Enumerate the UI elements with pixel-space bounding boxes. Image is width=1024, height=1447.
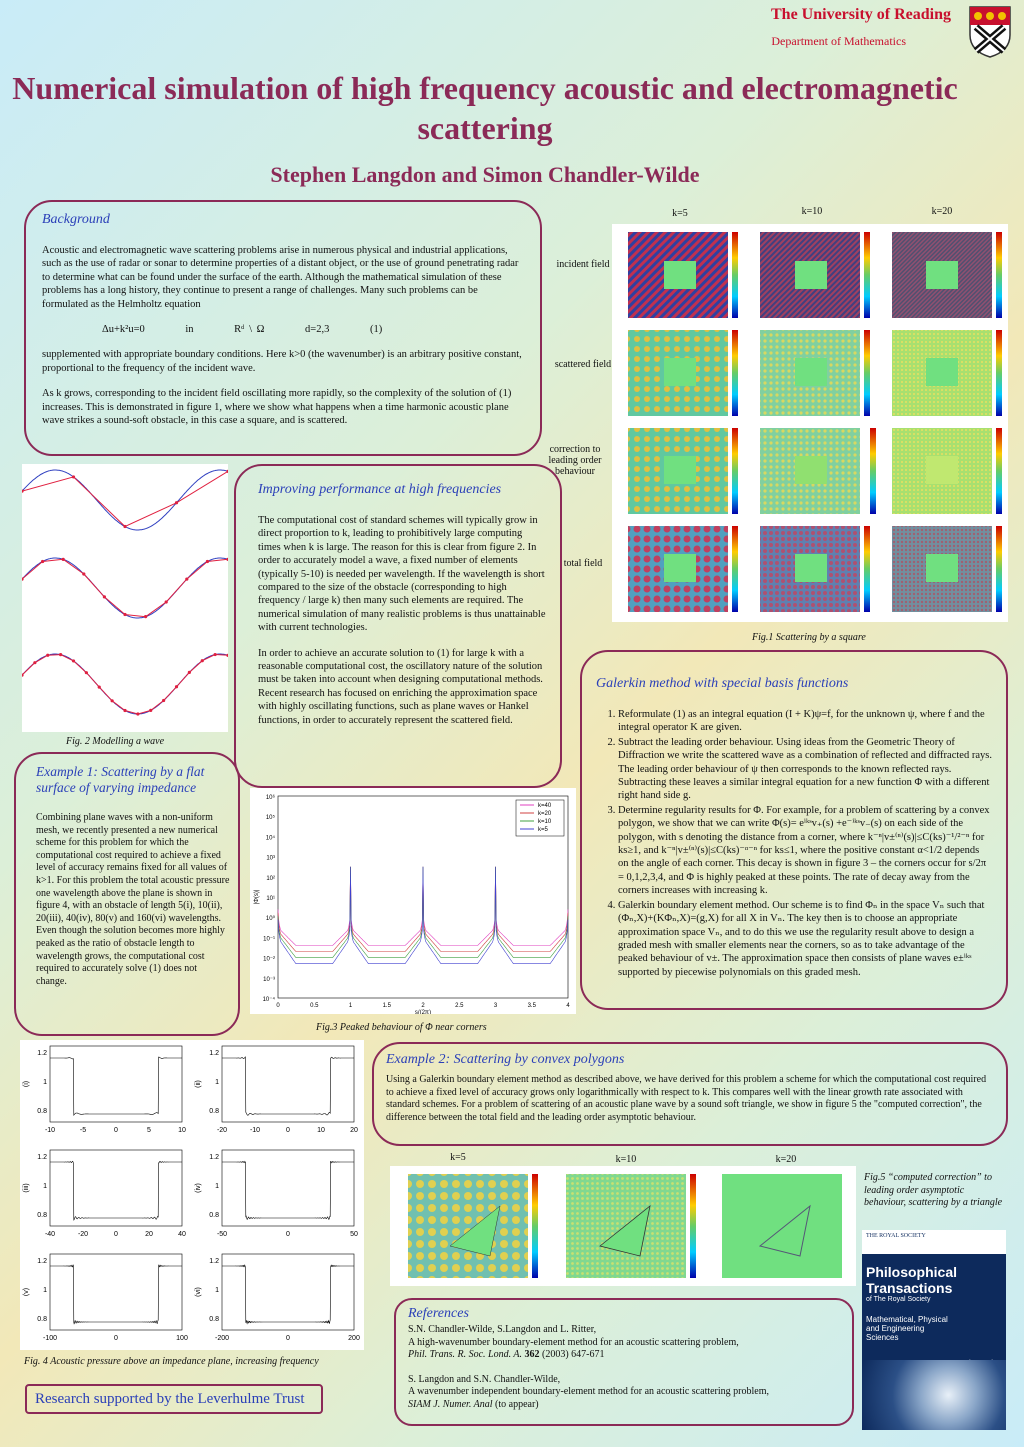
- equation-term: (1): [369, 324, 383, 336]
- reference-line: A wavenumber independent boundary-element method for an acoustic scattering problem,: [408, 1386, 769, 1398]
- x-tick-label: 0: [276, 1003, 280, 1009]
- y-tick-label: 10⁵: [265, 815, 275, 822]
- helmholtz-equation: [42, 323, 526, 336]
- y-tick-label: 1: [215, 1286, 219, 1294]
- y-tick-label: 0.8: [37, 1211, 47, 1219]
- y-tick-label: 1.2: [37, 1258, 47, 1265]
- department-name: Department of Mathematics: [771, 34, 906, 48]
- equation-term: Rᵈ \ Ω: [234, 324, 265, 336]
- fig1-panel-grid: [612, 224, 1008, 622]
- reference-citation: SIAM J. Numer. Anal (to appear): [408, 1398, 539, 1410]
- fig5-label: k=5: [450, 1152, 466, 1163]
- references-section: [394, 1298, 854, 1426]
- x-tick-label: -5: [79, 1127, 87, 1134]
- x-tick-label: 5: [147, 1127, 151, 1134]
- x-tick-label: 3: [493, 1003, 498, 1009]
- y-tick-label: 1.2: [209, 1258, 219, 1265]
- hurricane-image: [862, 1360, 1006, 1430]
- improving-paragraph: In order to achieve an accurate solution to (1) for large k with a reasonable computational cost, the oscillatory nature of the solution must be taken into account when designing computational methods. Recent research has focused on enriching the approximation space with highly oscillating functions, such as plane waves or Hankel functions, in order to accurately represent the scattered field.: [258, 647, 543, 726]
- x-tick-label: 0: [114, 1335, 118, 1342]
- figure-3: [250, 788, 576, 1014]
- x-tick-label: 0: [114, 1231, 118, 1238]
- galerkin-step: 4. Galerkin boundary element method. Our scheme is to find Φₙ in the space Vₙ such that (Φₙ,X)+(KΦₙ,X)=(g,X) for all X in Vₙ. The key then is to choose an appropriate approximation space Vₙ, and to do this we use the regularity result above to design a graded mesh with smaller elements near the corners, so as to take advantage of the peaked behaviour of v±. The approximation space then consists of plane waves e±ⁱᵏˢ supported by piecewise polynomials on this graded mesh.: [618, 899, 992, 979]
- fig1-row-label: incident field: [556, 259, 610, 270]
- panel-frame: [222, 1150, 354, 1226]
- improving-paragraph: The computational cost of standard schemes will typically grow in direct proportion to k, leading to prohibitively large computing times when k is large. The reason for this is clear from figure 2. In order to accurately model a wave, a fixed number of elements (typically 5-10) is needed per wavelength. If the wavelength is short compared to the size of the obstacle (corresponding to high frequency / large k) then many such elements are required. The numerical simulation of many realistic problems is thus unattainable with current technologies.: [258, 515, 546, 634]
- x-tick-label: 50: [350, 1231, 358, 1238]
- y-tick-label: 0.8: [37, 1315, 47, 1323]
- panel-label: (iv): [195, 1183, 202, 1193]
- y-tick-label: 10⁻²: [263, 956, 275, 963]
- poster-authors: Stephen Langdon and Simon Chandler-Wilde: [270, 162, 700, 187]
- x-tick-label: 4: [566, 1003, 570, 1009]
- y-tick-label: 0.8: [37, 1107, 47, 1115]
- fig1-row-label: total field: [563, 558, 603, 569]
- funding-note: Research supported by the Leverhulme Trust: [25, 1384, 323, 1414]
- x-tick-label: -20: [77, 1231, 89, 1238]
- equation-term: d=2,3: [305, 324, 330, 336]
- fig1-col-label: k=10: [801, 206, 823, 217]
- linear-approximation: [22, 471, 228, 526]
- y-tick-label: 1.2: [37, 1050, 47, 1057]
- background-paragraph: As k grows, corresponding to the incident field oscillating more rapidly, so the complexity of the solution of (1) increases. This is demonstrated in figure 1, where we show what happens when a time harmonic acoustic plane wave strikes a sound-soft obstacle, in this case a square, and is scattered.: [42, 388, 512, 427]
- panel-label: (i): [23, 1080, 30, 1088]
- journal-subtitle: of The Royal Society: [866, 1296, 931, 1303]
- journal-title: Transactions: [866, 1280, 953, 1296]
- journal-title: Philosophical: [866, 1264, 958, 1280]
- fig5-label: k=20: [775, 1154, 797, 1165]
- background-heading: Background: [42, 212, 110, 227]
- x-tick-label: 0.5: [310, 1003, 319, 1009]
- example2-section: [372, 1042, 1008, 1146]
- fig2-caption: Fig. 2 Modelling a wave: [66, 736, 165, 747]
- galerkin-steps: [596, 708, 992, 979]
- fig4-caption: Fig. 4 Acoustic pressure above an impedance plane, increasing frequency: [24, 1356, 319, 1367]
- x-axis-label: s/(2π): [414, 1010, 432, 1014]
- galerkin-section: [580, 650, 1008, 1010]
- y-tick-label: 10⁻³: [263, 976, 275, 983]
- background-paragraph: Acoustic and electromagnetic wave scattering problems arise in numerous physical and industrial applications, such as the use of radar or sonar to determine properties of a distant object, or the use of ground penetrating radar to determine what can be found under the surface of the earth. Although the mathematical simulation of these problems has a long history, they continue to present a range of challenges. Many such problems can be formulated as the Helmholtz equation: [42, 245, 519, 310]
- triangle-correction-image: [390, 1166, 856, 1286]
- y-tick-label: 10²: [266, 875, 275, 882]
- galerkin-step: 2. Subtract the leading order behaviour. Using ideas from the Geometric Theory of Diffraction we write the scattered wave as a combination of reflected and diffracted rays. The leading order behaviour of ψ then corresponds to the known reflected rays. Subtracting these leaves a similar integral equation for a new function Φ with a different right hand side g.: [618, 736, 992, 803]
- sine-curve: [22, 654, 228, 714]
- legend-label: k=20: [538, 811, 552, 817]
- y-axis-label: |Φ(s)|: [254, 889, 260, 905]
- background-section: [24, 200, 542, 456]
- x-tick-label: 0: [114, 1127, 118, 1134]
- x-tick-label: 100: [176, 1335, 188, 1342]
- y-tick-label: 10⁻⁴: [262, 997, 275, 1003]
- x-tick-label: 1.5: [382, 1003, 391, 1009]
- x-tick-label: 0: [286, 1335, 290, 1342]
- wave-model-plot: [22, 464, 228, 732]
- panel-frame: [222, 1254, 354, 1330]
- reference-citation: Phil. Trans. R. Soc. Lond. A. 362 (2003) 647-671: [408, 1349, 605, 1361]
- x-tick-label: 40: [178, 1231, 186, 1238]
- fig1-row-label: scattered field: [554, 359, 612, 370]
- equation-term: in: [185, 324, 194, 336]
- fig3-caption: Fig.3 Peaked behaviour of Φ near corners: [316, 1022, 487, 1033]
- panel-label: (v): [23, 1287, 30, 1297]
- y-tick-label: 1: [43, 1286, 47, 1294]
- fig1-caption: Fig.1 Scattering by a square: [752, 632, 866, 643]
- sine-curve: [22, 470, 228, 530]
- fig1-col-label: k=20: [931, 206, 953, 217]
- y-tick-label: 0.8: [209, 1107, 219, 1115]
- legend-label: k=5: [538, 827, 548, 833]
- y-tick-label: 10⁰: [265, 916, 275, 923]
- x-tick-label: 200: [348, 1335, 360, 1342]
- sine-curve: [22, 558, 228, 618]
- example1-heading: Example 1: Scattering by a flat surface of varying impedance: [36, 764, 205, 795]
- university-crest-icon: [968, 5, 1012, 59]
- journal-cover-image: [862, 1230, 1006, 1430]
- y-tick-label: 0.8: [209, 1315, 219, 1323]
- x-tick-label: 20: [145, 1231, 153, 1238]
- figure-4: [20, 1040, 364, 1350]
- x-tick-label: -10: [249, 1127, 261, 1134]
- panel-label: (ii): [195, 1080, 202, 1088]
- figure-2: [22, 464, 228, 732]
- x-tick-label: 10: [178, 1127, 186, 1134]
- y-tick-label: 0.8: [209, 1211, 219, 1219]
- figure-5: [390, 1166, 856, 1286]
- x-tick-label: -200: [214, 1335, 230, 1342]
- x-tick-label: 0: [286, 1127, 290, 1134]
- example2-text: Using a Galerkin boundary element method as described above, we have derived for this problem a scheme for which the computational cost required to achieve a fixed level of accuracy grows only logarithmically with respect to k. This compares well with the linear growth rate associated with standard schemes. For a problem of scattering of an acoustic plane wave by a sound soft triangle, we show in figure 5 the "computed correction", the difference between the total field and the leading order asymptotic behaviour.: [386, 1074, 987, 1123]
- y-tick-label: 1: [215, 1182, 219, 1190]
- equation-term: Δu+k²u=0: [102, 324, 145, 336]
- example2-heading: Example 2: Scattering by convex polygons: [386, 1052, 625, 1067]
- improving-section: [234, 464, 562, 788]
- y-tick-label: 1.2: [209, 1154, 219, 1161]
- panel-label: (iii): [23, 1183, 30, 1193]
- reference-line: A high-wavenumber boundary-element method for an acoustic scattering problem,: [408, 1336, 739, 1348]
- x-tick-label: 2.5: [455, 1003, 464, 1009]
- legend-label: k=40: [538, 803, 552, 809]
- y-tick-label: 10⁴: [265, 835, 275, 842]
- background-paragraph: supplemented with appropriate boundary conditions. Here k>0 (the wavenumber) is an arbitrary positive constant, proportional to the frequency of the incident wave.: [42, 349, 522, 374]
- example1-text: Combining plane waves with a non-uniform mesh, we recently presented a new numerical scheme for this problem for which the computational cost required to achieve a fixed level of accuracy remains fixed for all values of k>1. For this problem the total acoustic pressure one wavelength above the plane is shown in figure 4, with an obstacle of length 5(i), 10(ii), 20(iii), 40(iv), 80(v) and 160(vi) wavelengths.: [36, 812, 230, 924]
- panel-label: (vi): [195, 1287, 202, 1297]
- panel-frame: [50, 1254, 182, 1330]
- university-name: The University of Reading: [771, 6, 951, 23]
- fig5-caption: Fig.5 “computed correction” to leading order asymptotic behaviour, scattering by a triangle: [864, 1172, 1003, 1209]
- y-tick-label: 1.2: [37, 1154, 47, 1161]
- example1-section: [14, 752, 240, 1036]
- y-tick-label: 1: [43, 1078, 47, 1086]
- x-tick-label: -10: [44, 1127, 56, 1134]
- scattering-plots-image: [612, 224, 1008, 622]
- y-tick-label: 10⁻¹: [263, 936, 275, 943]
- x-tick-label: 1: [348, 1003, 353, 1009]
- galerkin-heading: Galerkin method with special basis functions: [596, 676, 849, 691]
- impedance-pressure-plots: [20, 1040, 364, 1350]
- corner-peak-chart: [250, 788, 576, 1014]
- linear-approximation: [22, 655, 228, 715]
- galerkin-step: 1. Reformulate (1) as an integral equation (I + K)ψ=f, for the unknown ψ, where f and the integral operator K are given.: [618, 708, 992, 735]
- reference-line: S.N. Chandler-Wilde, S.Langdon and L. Ritter,: [408, 1324, 597, 1335]
- x-tick-label: -40: [44, 1231, 56, 1238]
- y-tick-label: 1.2: [209, 1050, 219, 1057]
- fig1-col-label: k=5: [672, 208, 688, 219]
- x-tick-label: -50: [216, 1231, 228, 1238]
- y-tick-label: 1: [215, 1078, 219, 1086]
- references-heading: References: [408, 1306, 469, 1321]
- x-tick-label: 10: [317, 1127, 325, 1134]
- journal-publisher: THE ROYAL SOCIETY: [862, 1230, 1006, 1254]
- x-tick-label: 3.5: [527, 1003, 536, 1009]
- x-tick-label: 20: [350, 1127, 358, 1134]
- y-tick-label: 10⁶: [265, 795, 275, 801]
- x-tick-label: 0: [286, 1231, 290, 1238]
- example1-text: Even though the solution becomes more highly peaked as the ratio of obstacle length to wavelength grows, the computational cost required to accurately solve (1) does not change.: [36, 925, 225, 987]
- fig1-row-label: correction to leading order behaviour: [548, 444, 602, 477]
- reference-line: S. Langdon and S.N. Chandler-Wilde,: [408, 1373, 561, 1385]
- improving-heading: Improving performance at high frequencies: [258, 482, 502, 497]
- y-tick-label: 10³: [266, 855, 275, 862]
- x-tick-label: -100: [42, 1335, 58, 1342]
- linear-approximation: [22, 559, 228, 616]
- legend-label: k=10: [538, 819, 552, 825]
- galerkin-step: 3. Determine regularity results for Φ. For example, for a problem of scattering by a convex polygon, we show that we can write Φ(s)= eⁱᵏˢv₊(s) +e⁻ⁱᵏˢv₋(s) on each side of the polygon, with s denoting the distance from a corner, where k⁻ⁿ|v±⁽ⁿ⁾(s)|≤C(ks)⁻¹/²⁻ⁿ for ks≥1, and k⁻ⁿ|v±⁽ⁿ⁾(s)|≤C(ks)⁻ᵅ⁻ⁿ for ks≤1, where the positive constant α<1/2 depends on the angle of each corner. This decay is shown in figure 3 – the corners occur for s/2π = 0,1,2,3,4, and Φ is highly peaked at these points. The rate of decay away from the corners increases with increasing k.: [618, 804, 992, 898]
- journal-topic: Mathematical, Physical and Engineering Sciences: [866, 1315, 948, 1342]
- y-tick-label: 1: [43, 1182, 47, 1190]
- fig5-label: k=10: [615, 1154, 637, 1165]
- poster-title: Numerical simulation of high frequency acoustic and electromagnetic scattering: [12, 70, 958, 146]
- y-tick-label: 10¹: [266, 896, 275, 902]
- x-tick-label: -20: [216, 1127, 228, 1134]
- x-tick-label: 2: [421, 1003, 425, 1009]
